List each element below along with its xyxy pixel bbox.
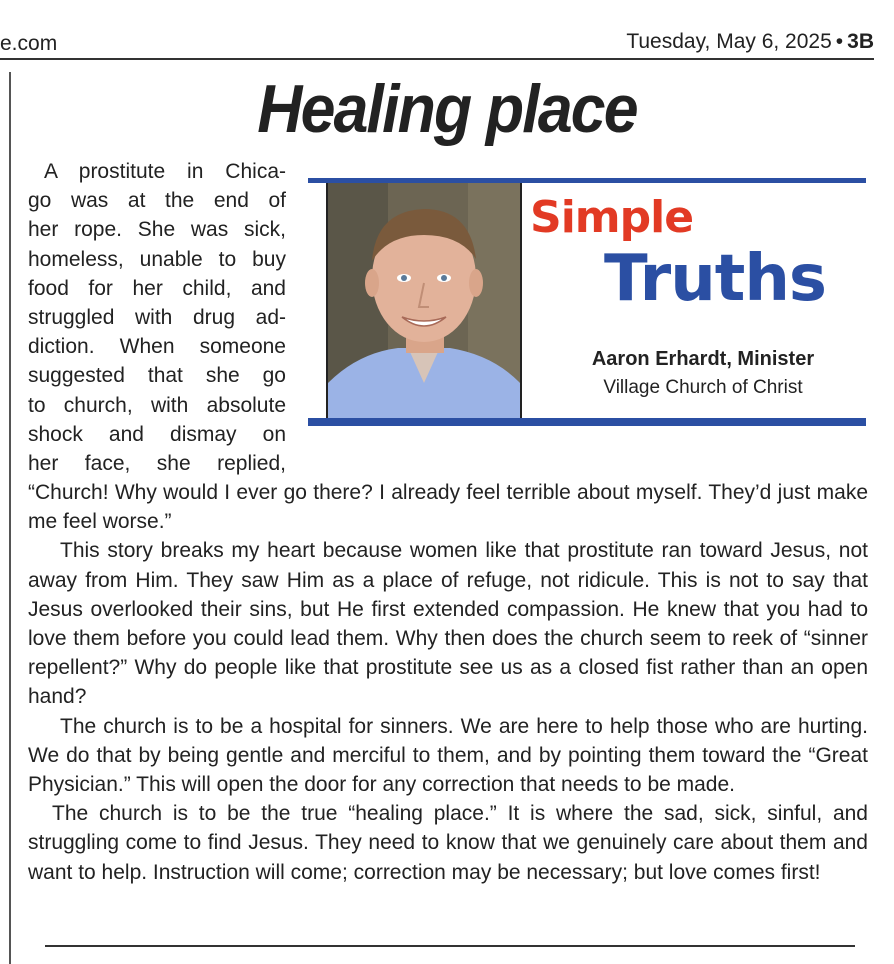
column-line: her face, she replied,	[28, 452, 286, 476]
body-paragraph: “Church! Why would I ever go there? I already feel terrible about myself. They’d just make me feel worse.”	[28, 481, 868, 534]
box-bottom-bar	[308, 418, 866, 426]
header-separator: •	[835, 30, 844, 53]
simple-truths-box	[308, 178, 866, 426]
column-line: A prostitute in Chica-	[44, 160, 286, 183]
column-line: diction. When someone	[28, 335, 286, 359]
page-header-info	[626, 30, 874, 54]
author-photo	[326, 183, 522, 418]
issue-date: Tuesday, May 6, 2025	[626, 30, 832, 53]
column-title-simple: Simple	[530, 192, 694, 243]
column-line: struggled with drug ad-	[28, 306, 286, 330]
column-line: to church, with absolute	[28, 393, 286, 417]
intro-column	[28, 157, 286, 478]
bottom-rule	[45, 945, 855, 947]
article-headline: Healing place	[257, 71, 637, 147]
column-line: food for her child, and	[28, 276, 286, 300]
body-paragraph: This story breaks my heart because women like that prostitute ran toward Jesus, not away from Him. They saw Him as a place of refuge, not ridicule. This is not to say that Jesus overlooked their sins, but He first extended compassion. He knew that you had to love them before you could lead them. Why then does the church seem to reek of “sinner repellent?” Why do people like that prostitute see us as a closed fist rather than an open hand?	[28, 539, 868, 709]
column-line: her rope. She was sick,	[28, 218, 286, 242]
body-paragraph: The church is to be a hospital for sinners. We are here to help those who are hurting. We do that by being gentle and merciful to them, and by pointing them toward the “Great Physician.” This will open the door for any correction that needs to be made.	[28, 714, 868, 797]
header-rule	[0, 58, 874, 60]
column-line: suggested that she go	[28, 364, 286, 388]
author-name: Aaron Erhardt, Minister	[591, 348, 815, 370]
site-url: e.com	[0, 32, 58, 55]
column-title-truths: Truths	[604, 242, 826, 316]
column-line: shock and dismay on	[28, 422, 286, 446]
page-number: 3B	[847, 30, 874, 53]
column-line: homeless, unable to buy	[28, 247, 286, 271]
article-body	[28, 478, 868, 887]
body-paragraph: The church is to be the true “healing place.” It is where the sad, sick, sinful, and struggling come to find Jesus. They need to know that we genuinely care about them and want to help. Instruction will come; correction may be necessary; but love comes first!	[28, 802, 868, 884]
column-line: go was at the end of	[28, 189, 286, 213]
left-column-rule	[9, 72, 11, 964]
author-church: Village Church of Christ	[603, 377, 803, 398]
